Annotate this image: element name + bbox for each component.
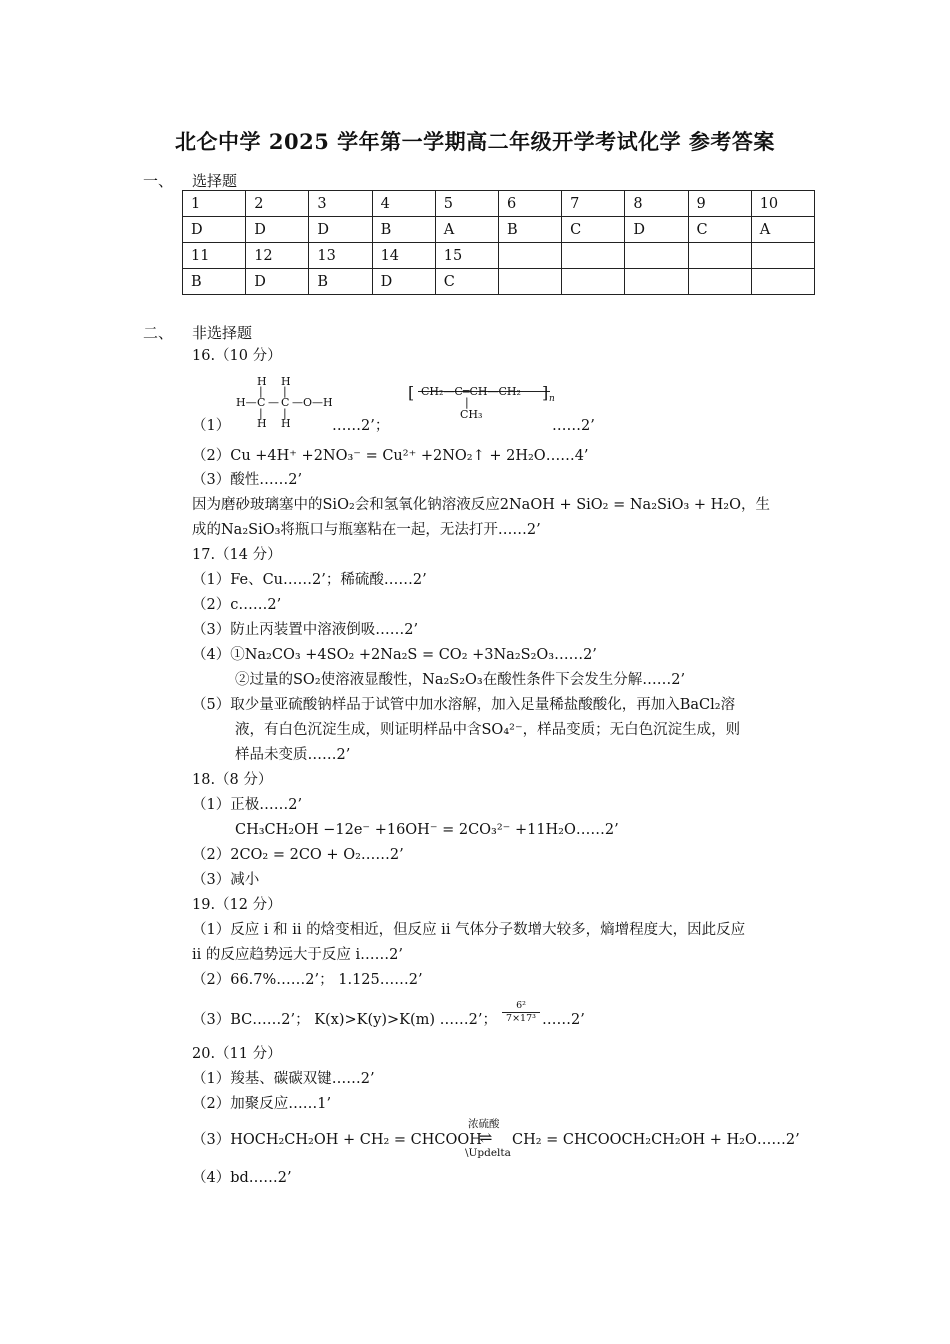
table-cell [625,269,688,295]
answer-line: （3）减小 [192,872,260,888]
table-cell: 6 [498,191,561,217]
table-cell: 7 [562,191,625,217]
answer-line: 因为磨砂玻璃塞中的SiO₂会和氢氧化钠溶液反应2NaOH + SiO₂ = Na₂SiO₃ + H₂O，生 [192,497,770,513]
table-cell: 8 [625,191,688,217]
table-cell: D [246,217,309,243]
score-text: ……2’； [332,418,390,434]
table-cell: 1 [183,191,246,217]
question-header: 18.（8 分） [192,772,273,788]
table-cell [751,243,814,269]
score-text: ……2’ [552,418,595,434]
table-cell [498,243,561,269]
answer-line: （1）Fe、Cu……2’；稀硫酸……2’ [192,572,427,588]
answer-line: （4）bd……2’ [192,1170,292,1186]
table-cell [498,269,561,295]
table-cell: 14 [372,243,435,269]
table-cell: 15 [435,243,498,269]
table-cell: A [751,217,814,243]
table-cell: 13 [309,243,372,269]
answer-line: （2）Cu +4H⁺ +2NO₃⁻ = Cu²⁺ +2NO₂↑ + 2H₂O……4’ [192,448,589,464]
question-header: 16.（10 分） [192,348,282,364]
equilibrium-arrow-icon: ⇌ [479,1128,493,1147]
answer-line: （4）①Na₂CO₃ +4SO₂ +2Na₂S = CO₂ +3Na₂S₂O₃……2’ [192,647,597,663]
table-cell: C [435,269,498,295]
answer-line: （2）2CO₂ = 2CO + O₂……2’ [192,847,404,863]
table-cell: C [688,217,751,243]
table-cell: B [309,269,372,295]
answer-line: （2）加聚反应……1’ [192,1096,332,1112]
answer-line: 成的Na₂SiO₃将瓶口与瓶塞粘在一起，无法打开……2’ [192,522,541,538]
answer-line: （3）BC……2’； K(x)>K(y)>K(m) ……2’； [192,1012,497,1028]
table-cell: B [372,217,435,243]
table-cell: B [183,269,246,295]
table-cell [751,269,814,295]
section-label: 非选择题 [192,324,253,342]
table-cell [562,269,625,295]
table-cell: 2 [246,191,309,217]
answer-table [182,190,815,295]
section-number: 二、 [143,324,174,342]
answer-line: （3）酸性……2’ [192,472,303,488]
answer-line: ②过量的SO₂使溶液显酸性，Na₂S₂O₃在酸性条件下会发生分解……2’ [235,672,686,688]
score-text: ……2’ [542,1012,585,1028]
table-cell: 4 [372,191,435,217]
table-cell: 10 [751,191,814,217]
reaction-condition: \Updelta [465,1147,511,1159]
section-number: 一、 [143,172,174,190]
answer-line: （1）正极……2’ [192,797,303,813]
answer-line: （1）羧基、碳碳双键……2’ [192,1071,375,1087]
answer-line: （3）防止丙装置中溶液倒吸……2’ [192,622,419,638]
answer-line: 液，有白色沉淀生成，则证明样品中含SO₄²⁻，样品变质；无白色沉淀生成，则 [235,722,741,738]
table-cell: D [372,269,435,295]
table-row [183,243,815,269]
table-cell: 3 [309,191,372,217]
section-label: 选择题 [192,172,238,190]
answer-line: ii 的反应趋势远大于反应 i……2’ [192,947,403,963]
answer-label: （1） [192,418,231,434]
table-cell: D [625,217,688,243]
polymer-structure: [ CH₂—C═CH—CH₂ ] n | CH₃ [408,383,555,421]
table-cell [688,243,751,269]
table-cell: C [562,217,625,243]
table-cell: B [498,217,561,243]
answer-line: CH₃CH₂OH −12e⁻ +16OH⁻ = 2CO₃²⁻ +11H₂O……2’ [235,822,619,838]
answer-line: （3）HOCH₂CH₂OH + CH₂ = CHCOOH [192,1132,482,1148]
question-header: 19.（12 分） [192,897,282,913]
question-header: 17.（14 分） [192,547,282,563]
reaction-condition: 浓硫酸 [468,1118,500,1130]
table-cell: D [183,217,246,243]
table-cell: D [309,217,372,243]
ethanol-structure: H H | | H— C — C —O—H | | H H [236,375,333,430]
table-cell: 11 [183,243,246,269]
fraction-numerator: 6² [516,1000,526,1011]
question-header: 20.（11 分） [192,1046,282,1062]
table-row [183,217,815,243]
page-title: 北仑中学 2025 学年第一学期高二年级开学考试化学 参考答案 [175,129,775,154]
table-cell [562,243,625,269]
table-cell: A [435,217,498,243]
answer-line: （2）66.7%……2’； 1.125……2’ [192,972,423,988]
fraction-denominator: 7×17³ [502,1012,540,1025]
table-cell [625,243,688,269]
answer-line: CH₂ = CHCOOCH₂CH₂OH + H₂O……2’ [512,1132,800,1148]
table-cell: 12 [246,243,309,269]
table-row [183,191,815,217]
table-row [183,269,815,295]
answer-line: （2）c……2’ [192,597,282,613]
table-cell: 9 [688,191,751,217]
answer-line: （5）取少量亚硫酸钠样品于试管中加水溶解，加入足量稀盐酸酸化，再加入BaCl₂溶 [192,697,736,713]
table-cell: 5 [435,191,498,217]
table-cell [688,269,751,295]
answer-line: （1）反应 i 和 ii 的焓变相近，但反应 ii 气体分子数增大较多，熵增程度大，因此反应 [192,922,746,938]
fraction [502,1000,540,1025]
answer-line: 样品未变质……2’ [235,747,351,763]
table-cell: D [246,269,309,295]
